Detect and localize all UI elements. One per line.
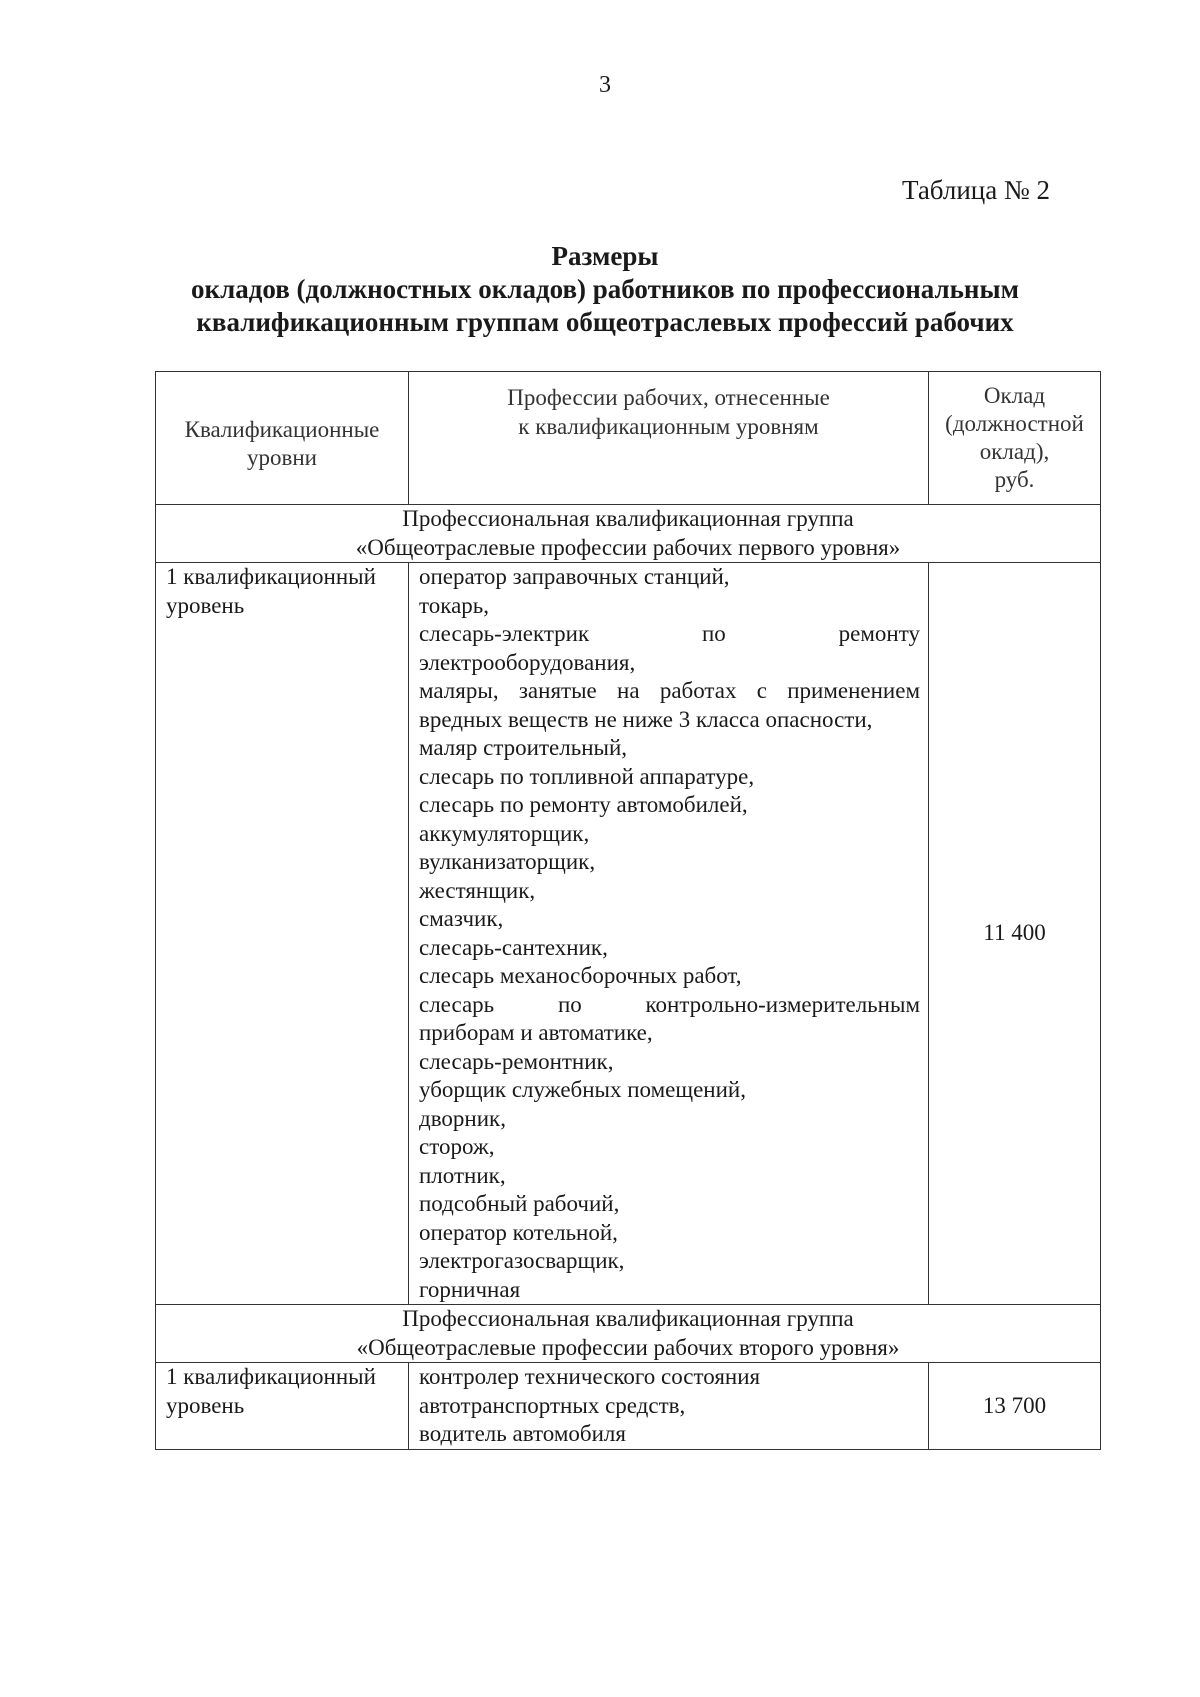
group-title-line: Профессиональная квалификационная группа xyxy=(402,1306,854,1331)
profession-line: контролер технического состояния xyxy=(419,1364,761,1389)
level-line: уровень xyxy=(166,1392,245,1418)
header-salary xyxy=(929,372,1101,505)
profession-line: дворник, xyxy=(419,1105,506,1131)
salary-cell: 13 700 xyxy=(929,1363,1101,1450)
professions-cell xyxy=(409,563,929,1305)
profession-line: плотник, xyxy=(419,1162,506,1188)
profession-line: слесарь-ремонтник, xyxy=(419,1048,614,1074)
level-line: 1 квалификационный xyxy=(166,1364,376,1389)
profession-word: маляры, xyxy=(419,678,499,703)
profession-line: горничная xyxy=(419,1276,521,1302)
profession-line: автотранспортных средств, xyxy=(419,1392,686,1418)
profession-line: смазчик, xyxy=(419,906,504,931)
group-title-row xyxy=(156,1305,1101,1363)
header-levels xyxy=(156,372,409,505)
profession-line: вредных веществ не ниже 3 класса опасности, xyxy=(419,706,873,732)
level-line: уровень xyxy=(166,592,245,618)
salary-table xyxy=(155,371,1101,1450)
title-line: квалификационным группам общеотраслевых профессий рабочих xyxy=(196,307,1014,337)
title-line: окладов (должностных окладов) работников по профессиональным xyxy=(191,274,1019,304)
profession-word: занятые xyxy=(518,678,597,703)
profession-line: уборщик служебных помещений, xyxy=(419,1077,746,1102)
group-title-line: Профессиональная квалификационная группа xyxy=(402,506,854,531)
profession-line: электрогазосварщик, xyxy=(419,1248,625,1273)
profession-word: слесарь xyxy=(419,991,495,1017)
profession-line: жестянщик, xyxy=(419,877,536,903)
profession-line: оператор котельной, xyxy=(419,1219,618,1245)
header-line: руб. xyxy=(994,467,1035,492)
header-line: Профессии рабочих, отнесенные xyxy=(507,385,830,410)
profession-line: слесарь по топливной аппаратуре, xyxy=(419,763,755,789)
salary-cell: 11 400 xyxy=(929,563,1101,1305)
page-number: 3 xyxy=(599,72,611,98)
profession-word: по xyxy=(702,621,726,646)
profession-word: ремонту xyxy=(838,621,920,646)
table-label: Таблица № 2 xyxy=(902,175,1050,205)
profession-line xyxy=(419,991,920,1020)
table-row xyxy=(156,563,1101,1305)
profession-line: приборам и автоматике, xyxy=(419,1020,653,1045)
profession-line: аккумуляторщик, xyxy=(419,820,590,846)
profession-line: токарь, xyxy=(419,592,490,618)
level-cell xyxy=(156,563,409,1305)
profession-line: электрооборудования, xyxy=(419,649,636,675)
document-title xyxy=(160,240,1050,339)
header-line: уровни xyxy=(247,445,317,470)
header-line: (должностной xyxy=(945,411,1084,436)
profession-word: по xyxy=(557,991,582,1017)
profession-line: подсобный рабочий, xyxy=(419,1191,620,1216)
profession-line: слесарь механосборочных работ, xyxy=(419,963,742,988)
profession-line: сторож, xyxy=(419,1134,495,1159)
group-title xyxy=(156,505,1101,563)
profession-word: слесарь-электрик xyxy=(419,621,590,646)
header-row xyxy=(156,372,1101,505)
header-professions xyxy=(409,372,929,505)
profession-line: вулканизаторщик, xyxy=(419,849,596,874)
group-title-row xyxy=(156,505,1101,563)
title-line: Размеры xyxy=(551,241,659,271)
profession-word: с xyxy=(756,678,767,703)
professions-cell xyxy=(409,1363,929,1450)
profession-line: слесарь по ремонту автомобилей, xyxy=(419,792,748,817)
profession-word: применением xyxy=(787,678,920,703)
profession-line xyxy=(419,620,920,649)
header-line: Квалификационные xyxy=(184,416,380,442)
profession-word: работах xyxy=(659,678,737,703)
profession-word: на xyxy=(617,678,640,703)
level-cell xyxy=(156,1363,409,1450)
header-line: к квалификационным уровням xyxy=(518,413,819,439)
group-title-line: «Общеотраслевые профессии рабочих первого уровня» xyxy=(355,534,901,560)
profession-line: слесарь-сантехник, xyxy=(419,934,608,960)
header-line: Оклад xyxy=(983,383,1046,408)
profession-line: оператор заправочных станций, xyxy=(419,564,730,589)
profession-line xyxy=(419,677,920,706)
group-title xyxy=(156,1305,1101,1363)
profession-line: водитель автомобиля xyxy=(419,1421,626,1446)
table-row xyxy=(156,1363,1101,1450)
profession-line: маляр строительный, xyxy=(419,735,628,760)
level-line: 1 квалификационный xyxy=(166,564,376,589)
profession-word: контрольно-измерительным xyxy=(645,991,920,1017)
group-title-line: «Общеотраслевые профессии рабочих второго уровня» xyxy=(356,1334,900,1360)
header-line: оклад), xyxy=(979,439,1050,464)
